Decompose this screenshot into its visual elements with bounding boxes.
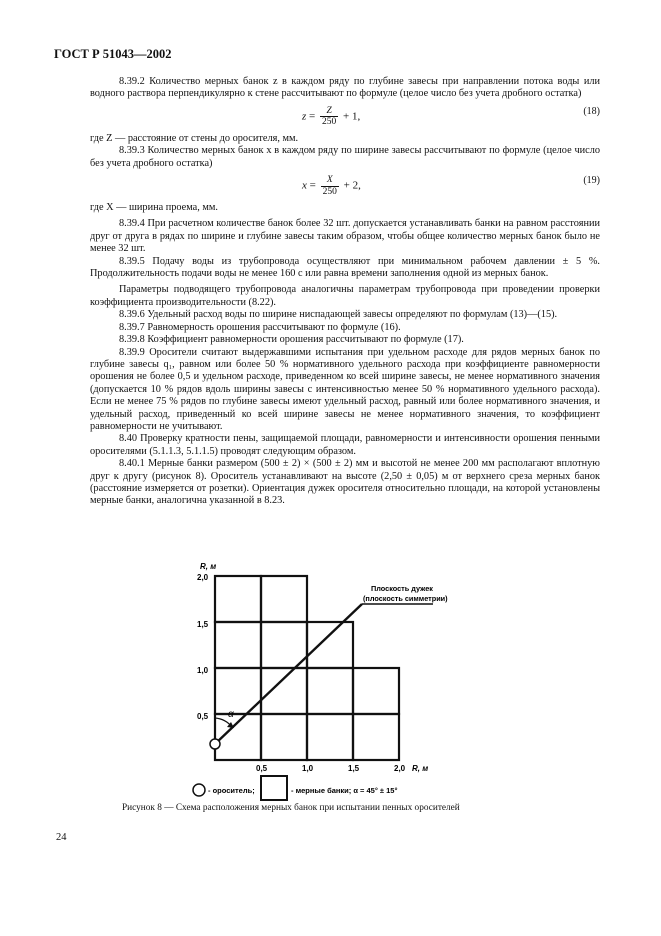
paragraph-8-39-5: 8.39.5 Подачу воды из трубопровода осуществляют при минимальном рабочем давлении ± 5 %. Продолжительность подачи воды не менее 160 с или равна времени заполнения одной из мерных банок. [90,255,600,280]
measuring-can [307,622,353,668]
y-tick-label: 0,5 [197,712,209,721]
measuring-can [215,622,261,668]
x-tick-label: 1,0 [302,764,314,773]
figure-8 [190,558,455,808]
formula-18-tail: + 1, [343,110,361,123]
formula-18 [90,103,600,130]
paragraph-8-39-3: 8.39.3 Количество мерных банок x в каждом ряду по ширине завесы рассчитывают по формуле (целое число без учета дробного остатка) [90,145,600,169]
measuring-can [261,622,307,668]
body-text [90,76,600,508]
formula-19-numerator: X [321,175,339,187]
formula-19-tail: + 2, [343,179,361,192]
x-tick-label: 1,5 [348,764,360,773]
legend-sprinkler-label: - ороситель; [208,786,255,795]
formula-19-denominator: 250 [322,186,337,197]
alpha-label: α [228,709,234,720]
paragraph-8-39-7: 8.39.7 Равномерность орошения рассчитывают по формуле (16). [119,321,401,333]
plane-label-sub: (плоскость симметрии) [363,594,448,603]
formula-19-expression: x = $\frac{X}{250}$ + 2, [302,175,361,197]
legend-can-icon [261,776,287,800]
paragraph-8-39-8: 8.39.8 Коэффициент равномерности орошения рассчитывают по формуле (17). [119,334,464,346]
formula-19-variable: x [302,179,307,192]
formula-18-variable: z [302,110,307,123]
formula-19-where: где X — ширина проема, мм. [90,202,219,214]
y-tick-label: 1,0 [197,666,209,675]
figure-caption: Рисунок 8 — Схема расположения мерных банок при испытании пенных оросителей [122,803,460,813]
formula-18-where: где Z — расстояние от стены до оросителя, мм. [90,132,299,144]
measuring-can [353,668,399,714]
y-tick-label: 2,0 [197,573,209,582]
paragraph-8-40-1: 8.40.1 Мерные банки размером (500 ± 2) × (500 ± 2) мм и высотой не менее 200 мм располагают вплотную друг к другу (рисунок 8). Ороситель устанавливают на высоте (2,50 ± 0,05) м от верхнего среза мерных банок (расстояние измеряется от розетки). Ориентация дужек оросителя относительно площади, на которой установлены мерные банки, аналогична указанной в 8.23. [90,458,600,507]
measuring-can [261,576,307,622]
can-layout-diagram [190,558,455,808]
formula-18-number: (18) [583,105,600,117]
x-tick-label: 2,0 [394,764,406,773]
formula-19-fraction [321,175,339,197]
formula-19-number: (19) [583,175,600,187]
y-tick-label: 1,5 [197,620,209,629]
x-tick-label: 0,5 [256,764,268,773]
paragraph-8-39-9: 8.39.9 Оросители считают выдержавшими испытания при удельном расходе для рядов мерных банок по глубине завесы q₁, равном или более 50 % нормативного удельного расхода при коэффициенте равномерности орошения не более 0,5 и удельном расходе, приведенном ко всей ширине завесы, не менее нормативного значения (допускается 10 % рядов вдоль ширины завесы с интенсивностью менее 50 % нормативного удельного расхода). Если не менее 75 % рядов по глубине завесы имеют удельный расход, равный или более нормативного значения, и удельный расход, приведенный ко всей ширине завесы не менее нормативного значения, то коэффициент равномерности не учитывают. [90,346,600,432]
formula-18-expression: z = $\frac{Z}{250}$ + 1, [302,105,361,128]
paragraph-8-39-2: 8.39.2 Количество мерных банок z в каждом ряду по глубине завесы при направлении потока воды или водного раствора перпендикулярно к стене рассчитывают по формуле (целое число без учета дробного остатка) [90,76,600,100]
measuring-can [261,668,307,714]
x-axis-label: R, м [412,764,429,773]
sprinkler-icon [210,739,220,749]
formula-18-fraction [320,106,338,128]
formula-18-numerator: Z [320,106,338,118]
formula-18-denominator: 250 [322,117,337,128]
paragraph-8-39-4: 8.39.4 При расчетном количестве банок более 32 шт. допускается устанавливать банки на равном расстоянии друг от друга в рядах по ширине и глубине завесы таким образом, чтобы общее количество мерных банок было не менее 32 шт. [90,218,600,255]
paragraph-params: Параметры подводящего трубопровода аналогичны параметрам трубопровода при проведении проверки коэффициента производительности (8.22). [90,284,600,308]
measuring-can [307,668,353,714]
paragraph-8-40: 8.40 Проверку кратности пены, защищаемой площади, равномерности и интенсивности орошения пенными оросителями (5.1.1.3, 5.1.1.5) проводят следующим образом. [90,433,600,457]
legend-sprinkler-icon [193,784,205,796]
measuring-can [215,576,261,622]
y-axis-label: R, м [200,562,217,571]
document-header: ГОСТ Р 51043—2002 [54,47,172,61]
measuring-can [307,714,353,760]
formula-19 [90,172,600,199]
page-number: 24 [56,832,67,843]
plane-label: Плоскость дужек [371,584,433,593]
measuring-can [353,714,399,760]
symmetry-plane-line [215,604,362,744]
measuring-can [261,714,307,760]
legend-can-label: - мерные банки; α = 45° ± 15° [291,786,398,795]
paragraph-8-39-6: 8.39.6 Удельный расход воды по ширине ниспадающей завесы определяют по формулам (13)—(15). [119,309,558,321]
